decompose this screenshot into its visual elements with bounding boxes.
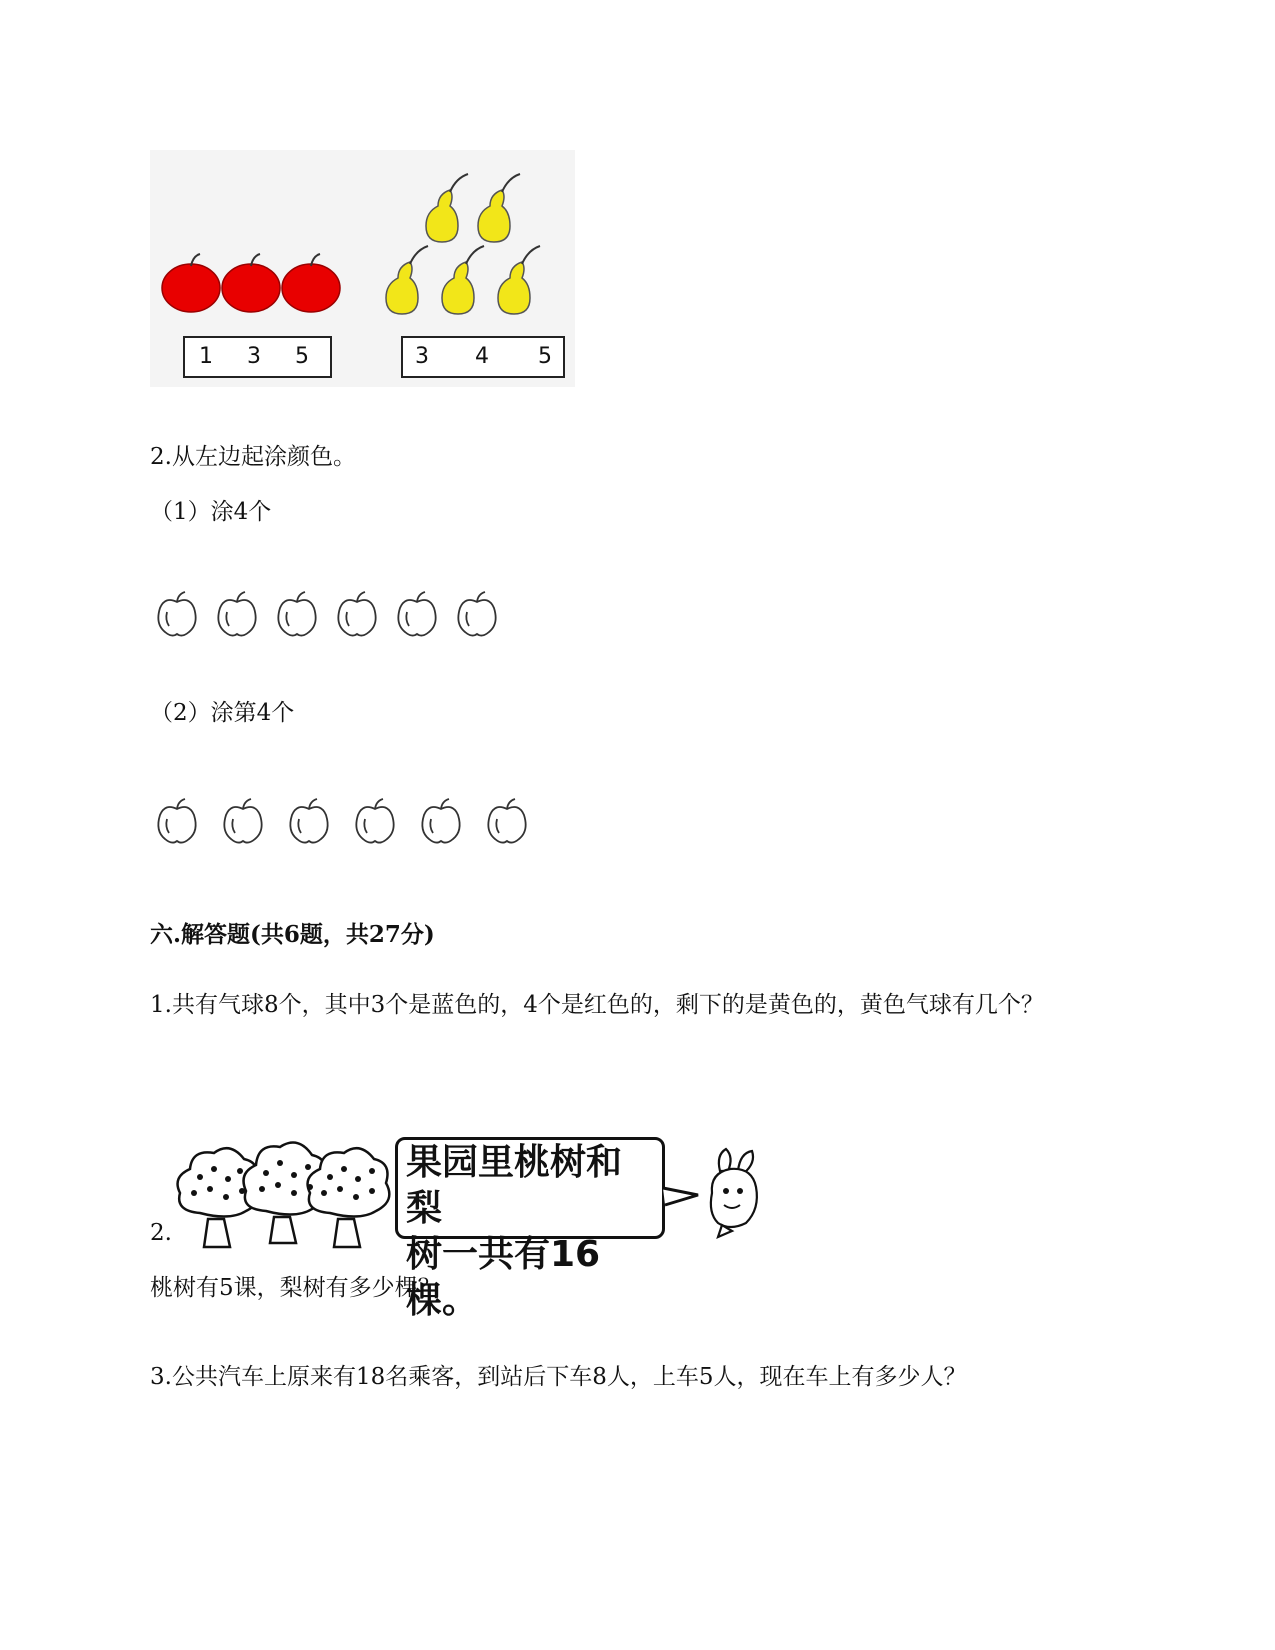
apple-icon bbox=[222, 254, 280, 312]
section-6-heading: 六.解答题(共6题，共27分) bbox=[150, 921, 435, 948]
apple-row-2 bbox=[155, 797, 555, 852]
speech-bubble-line-1: 果园里桃树和梨 bbox=[406, 1142, 623, 1229]
apple-outline-icon[interactable] bbox=[422, 799, 459, 843]
apple-outline-icon[interactable] bbox=[224, 799, 261, 843]
question-2-part-1: （1）涂4个 bbox=[150, 499, 272, 525]
apple-icon bbox=[162, 254, 220, 312]
apple-option-3[interactable]: 5 bbox=[295, 344, 309, 369]
trees-drawing bbox=[170, 1133, 400, 1251]
question-2-part-2: （2）涂第4个 bbox=[150, 700, 295, 726]
pear-options-box[interactable] bbox=[401, 336, 565, 378]
apple-outline-icon[interactable] bbox=[158, 799, 195, 843]
apple-outline-icon[interactable] bbox=[158, 592, 195, 636]
pear-option-2[interactable]: 4 bbox=[475, 344, 489, 369]
pear-icon bbox=[478, 174, 520, 242]
apple-outline-icon[interactable] bbox=[338, 592, 375, 636]
speech-bubble-line-2: 树一共有16棵。 bbox=[406, 1234, 601, 1321]
apple-outline-icon[interactable] bbox=[356, 799, 393, 843]
pear-icon bbox=[426, 174, 468, 242]
pear-icon bbox=[498, 246, 540, 314]
pear-icon bbox=[442, 246, 484, 314]
apple-option-1[interactable]: 1 bbox=[199, 344, 213, 369]
apple-outline-icon[interactable] bbox=[290, 799, 327, 843]
counting-figure bbox=[150, 150, 575, 387]
pear-icon bbox=[386, 246, 428, 314]
apple-outline-icon[interactable] bbox=[218, 592, 255, 636]
apple-icon bbox=[282, 254, 340, 312]
question-2-title: 2.从左边起涂颜色。 bbox=[150, 444, 356, 470]
section-6-question-2-text: 桃树有5课，梨树有多少棵？ bbox=[150, 1275, 441, 1301]
pear-option-1[interactable]: 3 bbox=[415, 344, 429, 369]
apple-outline-icon[interactable] bbox=[398, 592, 435, 636]
apple-row-1 bbox=[155, 590, 515, 645]
section-6-question-3: 3.公共汽车上原来有18名乘客，到站后下车8人，上车5人，现在车上有多少人？ bbox=[150, 1364, 967, 1390]
apple-option-2[interactable]: 3 bbox=[247, 344, 261, 369]
speech-bubble bbox=[395, 1137, 665, 1321]
apple-outline-icon[interactable] bbox=[488, 799, 525, 843]
pear-option-3[interactable]: 5 bbox=[538, 344, 552, 369]
apple-options-box[interactable] bbox=[183, 336, 332, 378]
section-6-question-2-number: 2. bbox=[150, 1220, 172, 1246]
section-6-question-1: 1.共有气球8个，其中3个是蓝色的，4个是红色的，剩下的是黄色的，黄色气球有几个？ bbox=[150, 992, 1044, 1018]
apple-outline-icon[interactable] bbox=[458, 592, 495, 636]
character-drawing bbox=[660, 1133, 780, 1243]
apple-outline-icon[interactable] bbox=[278, 592, 315, 636]
